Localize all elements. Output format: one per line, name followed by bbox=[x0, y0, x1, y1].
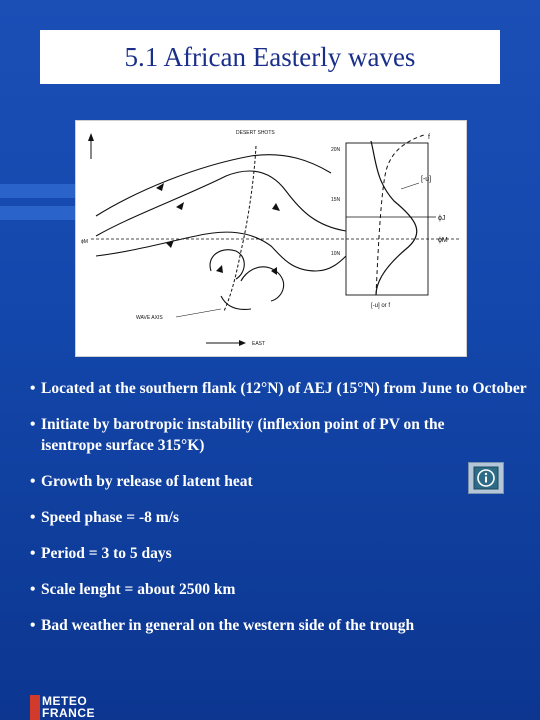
streamline-arrow bbox=[216, 265, 223, 273]
north-arrow-head bbox=[88, 133, 94, 141]
trough-loop-3 bbox=[221, 296, 251, 309]
f-label: f bbox=[428, 134, 430, 141]
phi-j-label: ϕJ bbox=[438, 215, 446, 222]
u-leader bbox=[401, 183, 419, 189]
title-box bbox=[40, 30, 500, 84]
u-or-f-label: [-u] or f bbox=[371, 303, 391, 309]
logo-line-2: FRANCE bbox=[42, 706, 95, 720]
streamline-arrow bbox=[166, 240, 174, 248]
logo-line-1: METEO bbox=[42, 694, 88, 708]
streamline-1 bbox=[96, 155, 331, 216]
trough-loop bbox=[210, 250, 244, 279]
desert-air-label: DESERT SHOTS bbox=[236, 130, 275, 136]
globe-icon bbox=[30, 695, 40, 720]
lat-20n-label: 20N bbox=[331, 147, 341, 153]
bullet-item: • Growth by release of latent heat bbox=[30, 471, 530, 492]
streamline-arrow bbox=[272, 203, 280, 211]
wave-diagram-svg bbox=[76, 121, 466, 356]
meteo-france-logo bbox=[30, 695, 115, 720]
lat-15n-label: 15N bbox=[331, 197, 341, 203]
bullet-list bbox=[30, 378, 530, 651]
trough-loop-2 bbox=[241, 267, 284, 301]
bullet-item: • Scale lenght = about 2500 km bbox=[30, 579, 530, 600]
lat-10n-label: 10N bbox=[331, 251, 341, 257]
streamline-arrow bbox=[176, 202, 184, 210]
slide-title: 5.1 African Easterly waves bbox=[124, 41, 416, 72]
wave-axis-leader bbox=[176, 309, 221, 317]
u-curve bbox=[371, 141, 417, 295]
phi-m-label: ϕM bbox=[438, 237, 448, 244]
streamline-2 bbox=[96, 171, 346, 236]
logo-text bbox=[42, 695, 95, 719]
info-icon[interactable] bbox=[468, 462, 504, 494]
bullet-item: • Period = 3 to 5 days bbox=[30, 543, 530, 564]
info-icon-glyph bbox=[473, 466, 499, 490]
wave-axis-label: WAVE AXIS bbox=[136, 315, 163, 321]
left-phi-label: ϕM bbox=[81, 239, 88, 245]
wave-diagram bbox=[75, 120, 467, 357]
u-label: [-u] bbox=[421, 176, 432, 183]
east-label: EAST bbox=[252, 341, 266, 347]
east-arrow-head bbox=[239, 340, 246, 346]
profile-panel-box bbox=[346, 143, 428, 295]
f-curve bbox=[376, 135, 424, 295]
bullet-item: • Initiate by barotropic instability (inflexion point of PV on the isentrope surface 315°K) bbox=[30, 414, 530, 456]
decorative-stripe bbox=[0, 206, 80, 220]
bullet-item: • Bad weather in general on the western side of the trough bbox=[30, 615, 530, 636]
bullet-item: • Speed phase = -8 m/s bbox=[30, 507, 530, 528]
bullet-item: • Located at the southern flank (12°N) of AEJ (15°N) from June to October bbox=[30, 378, 530, 399]
streamline-3 bbox=[96, 232, 346, 271]
